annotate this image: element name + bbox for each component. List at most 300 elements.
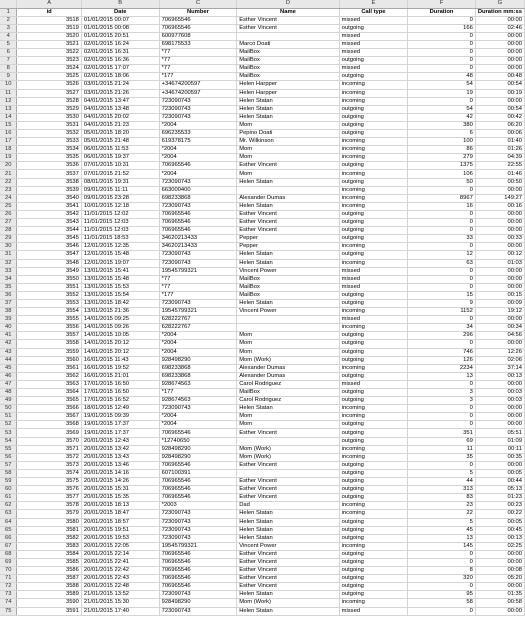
row-number[interactable]: 27 [0, 219, 17, 227]
cell-number[interactable]: 723090743 [159, 607, 237, 615]
cell-duration[interactable]: 313 [408, 486, 476, 494]
cell-name[interactable]: MailBox [237, 49, 339, 57]
row-number[interactable]: 66 [0, 534, 17, 542]
cell-call-type[interactable]: incoming [339, 502, 408, 510]
cell-name[interactable]: Alexander Dumas [237, 194, 339, 202]
cell-number[interactable]: 706965546 [159, 429, 237, 437]
cell-date[interactable]: 02/01/2015 17:07 [81, 65, 159, 73]
cell-call-type[interactable]: outgoing [339, 332, 408, 340]
cell-number[interactable]: 723090743 [159, 97, 237, 105]
cell-date[interactable]: 21/01/2015 17:40 [81, 607, 159, 615]
row-number[interactable]: 3 [0, 24, 17, 32]
row-number[interactable]: 47 [0, 380, 17, 388]
cell-id[interactable]: 3567 [17, 413, 82, 421]
cell-id[interactable]: 3528 [17, 97, 82, 105]
cell-date[interactable]: 13/01/2015 15:48 [81, 275, 159, 283]
cell-call-type[interactable]: missed [339, 40, 408, 48]
column-header-b[interactable]: B [81, 0, 159, 8]
row-number[interactable]: 50 [0, 405, 17, 413]
cell-duration[interactable]: 0 [408, 227, 476, 235]
cell-id[interactable]: 3554 [17, 308, 82, 316]
cell-duration[interactable]: 0 [408, 316, 476, 324]
cell-number[interactable]: 663000400 [159, 186, 237, 194]
select-all-corner[interactable] [0, 0, 17, 8]
cell-name[interactable]: MailBox [237, 65, 339, 73]
cell-duration-mmss[interactable]: 05:51 [475, 429, 524, 437]
cell-date[interactable]: 03/01/2015 21:26 [81, 89, 159, 97]
cell-name[interactable]: Esther Vincent [237, 558, 339, 566]
cell-number[interactable]: 723090743 [159, 518, 237, 526]
cell-id[interactable]: 3555 [17, 316, 82, 324]
cell-duration-mmss[interactable]: 00:58 [475, 599, 524, 607]
cell-duration-mmss[interactable]: 06:20 [475, 121, 524, 129]
cell-call-type[interactable]: outgoing [339, 178, 408, 186]
row-number[interactable]: 30 [0, 243, 17, 251]
cell-name[interactable]: Marco Doati [237, 40, 339, 48]
row-number[interactable]: 55 [0, 445, 17, 453]
row-number[interactable]: 42 [0, 340, 17, 348]
row-number[interactable]: 36 [0, 291, 17, 299]
cell-number[interactable]: 698175533 [159, 40, 237, 48]
cell-name[interactable]: Mom (Work) [237, 453, 339, 461]
cell-name[interactable]: MailBox [237, 389, 339, 397]
cell-name[interactable]: Helen Harpper [237, 89, 339, 97]
header-cell-number[interactable]: Number [159, 8, 237, 16]
cell-id[interactable]: 3581 [17, 526, 82, 534]
cell-number[interactable]: 723090743 [159, 178, 237, 186]
cell-id[interactable]: 3533 [17, 138, 82, 146]
cell-date[interactable]: 20/01/2015 18:57 [81, 518, 159, 526]
cell-duration-mmss[interactable]: 00:22 [475, 510, 524, 518]
row-number[interactable]: 54 [0, 437, 17, 445]
row-number[interactable]: 31 [0, 251, 17, 259]
cell-duration[interactable]: 19 [408, 89, 476, 97]
row-number[interactable]: 40 [0, 324, 17, 332]
cell-duration[interactable]: 86 [408, 146, 476, 154]
cell-number[interactable]: 928674563 [159, 397, 237, 405]
cell-duration-mmss[interactable]: 00:05 [475, 518, 524, 526]
cell-date[interactable]: 20/01/2015 22:42 [81, 567, 159, 575]
cell-duration-mmss[interactable]: 00:00 [475, 210, 524, 218]
cell-duration[interactable]: 44 [408, 478, 476, 486]
row-number[interactable]: 35 [0, 283, 17, 291]
cell-id[interactable]: 3518 [17, 16, 82, 24]
cell-duration-mmss[interactable]: 00:09 [475, 299, 524, 307]
row-number[interactable]: 14 [0, 113, 17, 121]
cell-call-type[interactable]: outgoing [339, 429, 408, 437]
cell-number[interactable]: *77 [159, 275, 237, 283]
cell-name[interactable]: Mom [237, 121, 339, 129]
cell-number[interactable]: *2004 [159, 421, 237, 429]
cell-name[interactable]: Vincent Power [237, 308, 339, 316]
cell-name[interactable]: Helen Statan [237, 113, 339, 121]
cell-duration-mmss[interactable]: 01:09 [475, 437, 524, 445]
cell-duration[interactable]: 166 [408, 24, 476, 32]
cell-duration[interactable]: 0 [408, 186, 476, 194]
cell-date[interactable]: 16/01/2015 11:43 [81, 356, 159, 364]
cell-duration-mmss[interactable]: 00:54 [475, 81, 524, 89]
cell-duration-mmss[interactable]: 00:00 [475, 97, 524, 105]
cell-call-type[interactable]: outgoing [339, 575, 408, 583]
cell-duration[interactable]: 0 [408, 49, 476, 57]
header-cell-name[interactable]: Name [237, 8, 339, 16]
cell-duration[interactable]: 279 [408, 154, 476, 162]
cell-call-type[interactable]: missed [339, 607, 408, 615]
cell-number[interactable]: *2004 [159, 413, 237, 421]
cell-date[interactable]: 20/01/2015 13:46 [81, 461, 159, 469]
cell-date[interactable]: 16/01/2015 21:01 [81, 372, 159, 380]
cell-duration[interactable]: 34 [408, 324, 476, 332]
cell-date[interactable]: 17/01/2015 16:50 [81, 389, 159, 397]
cell-name[interactable]: Esther Vincent [237, 550, 339, 558]
cell-date[interactable]: 21/01/2015 15:30 [81, 599, 159, 607]
cell-date[interactable]: 18/01/2015 12:49 [81, 405, 159, 413]
cell-duration-mmss[interactable]: 00:03 [475, 397, 524, 405]
row-number[interactable]: 74 [0, 599, 17, 607]
cell-date[interactable]: 17/01/2015 16:50 [81, 380, 159, 388]
cell-duration[interactable]: 3 [408, 389, 476, 397]
column-header-e[interactable]: E [339, 0, 408, 8]
row-number[interactable]: 32 [0, 259, 17, 267]
cell-duration-mmss[interactable]: 19:12 [475, 308, 524, 316]
cell-name[interactable] [237, 316, 339, 324]
cell-date[interactable]: 02/01/2015 16:31 [81, 49, 159, 57]
row-number[interactable]: 15 [0, 121, 17, 129]
row-number[interactable]: 72 [0, 583, 17, 591]
cell-duration[interactable]: 13 [408, 534, 476, 542]
cell-duration[interactable]: 50 [408, 178, 476, 186]
cell-name[interactable]: MailBox [237, 283, 339, 291]
row-number[interactable]: 46 [0, 372, 17, 380]
row-number[interactable]: 52 [0, 421, 17, 429]
cell-duration-mmss[interactable]: 00:00 [475, 49, 524, 57]
cell-call-type[interactable]: missed [339, 316, 408, 324]
cell-call-type[interactable]: incoming [339, 445, 408, 453]
cell-duration-mmss[interactable]: 00:33 [475, 235, 524, 243]
cell-date[interactable]: 12/01/2015 12:35 [81, 243, 159, 251]
cell-id[interactable]: 3578 [17, 502, 82, 510]
cell-number[interactable]: 607100391 [159, 469, 237, 477]
cell-name[interactable] [237, 437, 339, 445]
cell-number[interactable]: *77 [159, 49, 237, 57]
header-cell-call-type[interactable]: Call type [339, 8, 408, 16]
cell-call-type[interactable]: incoming [339, 81, 408, 89]
cell-call-type[interactable]: outgoing [339, 567, 408, 575]
cell-call-type[interactable]: outgoing [339, 121, 408, 129]
cell-duration-mmss[interactable]: 04:56 [475, 332, 524, 340]
cell-name[interactable]: Esther Vincent [237, 583, 339, 591]
cell-id[interactable]: 3570 [17, 437, 82, 445]
cell-duration[interactable]: 0 [408, 57, 476, 65]
cell-call-type[interactable]: outgoing [339, 461, 408, 469]
cell-duration[interactable]: 22 [408, 510, 476, 518]
cell-name[interactable]: Helen Statan [237, 607, 339, 615]
cell-number[interactable]: 706965546 [159, 550, 237, 558]
cell-call-type[interactable]: missed [339, 283, 408, 291]
cell-duration[interactable]: 11 [408, 445, 476, 453]
cell-duration[interactable]: 0 [408, 405, 476, 413]
cell-duration-mmss[interactable]: 37:14 [475, 364, 524, 372]
cell-duration-mmss[interactable]: 00:00 [475, 558, 524, 566]
cell-id[interactable]: 3523 [17, 57, 82, 65]
row-number[interactable]: 5 [0, 40, 17, 48]
cell-duration-mmss[interactable]: 02:46 [475, 24, 524, 32]
cell-duration-mmss[interactable]: 01:23 [475, 494, 524, 502]
cell-number[interactable]: *2004 [159, 340, 237, 348]
cell-call-type[interactable]: incoming [339, 97, 408, 105]
cell-number[interactable]: 600977608 [159, 32, 237, 40]
cell-name[interactable]: Esther Vincent [237, 494, 339, 502]
cell-number[interactable]: 34620213433 [159, 243, 237, 251]
cell-id[interactable]: 3586 [17, 567, 82, 575]
cell-duration-mmss[interactable]: 00:03 [475, 389, 524, 397]
cell-duration[interactable]: 33 [408, 235, 476, 243]
cell-id[interactable]: 3546 [17, 243, 82, 251]
cell-call-type[interactable]: outgoing [339, 478, 408, 486]
cell-call-type[interactable]: incoming [339, 510, 408, 518]
row-number[interactable]: 48 [0, 389, 17, 397]
cell-date[interactable]: 20/01/2015 13:42 [81, 445, 159, 453]
cell-date[interactable]: 11/01/2015 12:03 [81, 227, 159, 235]
cell-duration-mmss[interactable]: 12:26 [475, 348, 524, 356]
cell-id[interactable]: 3550 [17, 275, 82, 283]
cell-id[interactable]: 3589 [17, 591, 82, 599]
cell-date[interactable]: 06/01/2015 11:53 [81, 146, 159, 154]
cell-date[interactable]: 02/01/2015 16:24 [81, 40, 159, 48]
cell-id[interactable]: 3532 [17, 130, 82, 138]
cell-name[interactable]: Helen Statan [237, 97, 339, 105]
cell-duration-mmss[interactable]: 00:16 [475, 202, 524, 210]
cell-call-type[interactable]: incoming [339, 202, 408, 210]
cell-id[interactable]: 3548 [17, 259, 82, 267]
cell-call-type[interactable]: outgoing [339, 526, 408, 534]
cell-number[interactable]: 706965546 [159, 583, 237, 591]
cell-duration[interactable]: 296 [408, 332, 476, 340]
cell-duration[interactable]: 12 [408, 251, 476, 259]
cell-id[interactable]: 3549 [17, 267, 82, 275]
cell-number[interactable]: *177 [159, 73, 237, 81]
cell-call-type[interactable]: outgoing [339, 583, 408, 591]
cell-name[interactable]: Mom (Work) [237, 445, 339, 453]
cell-duration-mmss[interactable]: 00:00 [475, 461, 524, 469]
cell-name[interactable]: Alexander Dumas [237, 372, 339, 380]
cell-date[interactable]: 13/01/2015 21:36 [81, 308, 159, 316]
cell-name[interactable]: Mom [237, 421, 339, 429]
cell-name[interactable]: MailBox [237, 275, 339, 283]
cell-name[interactable]: Mom [237, 348, 339, 356]
cell-number[interactable]: 723090743 [159, 113, 237, 121]
cell-call-type[interactable]: outgoing [339, 397, 408, 405]
cell-name[interactable]: Mom (Work) [237, 599, 339, 607]
cell-duration[interactable]: 746 [408, 348, 476, 356]
cell-call-type[interactable]: outgoing [339, 219, 408, 227]
cell-date[interactable]: 11/01/2015 12:02 [81, 210, 159, 218]
cell-call-type[interactable]: outgoing [339, 73, 408, 81]
cell-name[interactable]: Helen Statan [237, 534, 339, 542]
cell-duration[interactable]: 0 [408, 275, 476, 283]
cell-call-type[interactable]: incoming [339, 453, 408, 461]
cell-duration-mmss[interactable]: 01:40 [475, 138, 524, 146]
cell-name[interactable]: Helen Statan [237, 591, 339, 599]
cell-name[interactable]: Helen Statan [237, 178, 339, 186]
cell-id[interactable]: 3534 [17, 146, 82, 154]
cell-duration-mmss[interactable]: 01:03 [475, 259, 524, 267]
cell-call-type[interactable]: incoming [339, 413, 408, 421]
row-number[interactable]: 45 [0, 364, 17, 372]
cell-duration[interactable]: 63 [408, 259, 476, 267]
cell-duration-mmss[interactable]: 00:00 [475, 186, 524, 194]
cell-date[interactable]: 04/01/2015 21:23 [81, 121, 159, 129]
cell-name[interactable]: Esther Vincent [237, 16, 339, 24]
cell-number[interactable]: 619378175 [159, 138, 237, 146]
cell-date[interactable]: 20/01/2015 12:43 [81, 437, 159, 445]
cell-duration[interactable]: 0 [408, 283, 476, 291]
cell-date[interactable]: 20/01/2015 14:16 [81, 469, 159, 477]
cell-date[interactable]: 08/01/2015 19:31 [81, 178, 159, 186]
row-number[interactable]: 9 [0, 73, 17, 81]
cell-number[interactable]: 706965546 [159, 461, 237, 469]
cell-date[interactable]: 01/01/2015 00:08 [81, 24, 159, 32]
cell-duration-mmss[interactable]: 00:08 [475, 567, 524, 575]
column-header-c[interactable]: C [159, 0, 237, 8]
column-header-d[interactable]: D [237, 0, 339, 8]
cell-date[interactable]: 04/01/2015 13:47 [81, 97, 159, 105]
row-number[interactable]: 29 [0, 235, 17, 243]
cell-date[interactable]: 20/01/2015 22:41 [81, 558, 159, 566]
cell-number[interactable]: *2004 [159, 348, 237, 356]
column-header-g[interactable]: G [475, 0, 524, 8]
cell-call-type[interactable]: incoming [339, 405, 408, 413]
row-number[interactable]: 70 [0, 567, 17, 575]
row-number[interactable]: 26 [0, 210, 17, 218]
cell-id[interactable]: 3588 [17, 583, 82, 591]
cell-call-type[interactable]: incoming [339, 308, 408, 316]
cell-duration-mmss[interactable]: 00:00 [475, 16, 524, 24]
column-header-a[interactable]: A [17, 0, 82, 8]
cell-duration-mmss[interactable]: 00:06 [475, 130, 524, 138]
cell-number[interactable]: 723090743 [159, 591, 237, 599]
cell-name[interactable]: Esther Vincent [237, 219, 339, 227]
cell-date[interactable]: 04/01/2015 13:48 [81, 105, 159, 113]
cell-id[interactable]: 3566 [17, 405, 82, 413]
cell-name[interactable]: Helen Statan [237, 510, 339, 518]
cell-name[interactable]: Pepper [237, 243, 339, 251]
row-number[interactable]: 39 [0, 316, 17, 324]
cell-date[interactable]: 05/01/2015 21:48 [81, 138, 159, 146]
cell-duration-mmss[interactable]: 02:06 [475, 356, 524, 364]
cell-date[interactable]: 20/01/2015 19:53 [81, 534, 159, 542]
cell-name[interactable]: Helen Statan [237, 405, 339, 413]
header-cell-date[interactable]: Date [81, 8, 159, 16]
cell-number[interactable]: *177 [159, 389, 237, 397]
cell-duration[interactable]: 23 [408, 502, 476, 510]
cell-call-type[interactable]: missed [339, 380, 408, 388]
cell-duration[interactable]: 106 [408, 170, 476, 178]
cell-number[interactable]: 696235533 [159, 130, 237, 138]
cell-number[interactable]: 706965546 [159, 16, 237, 24]
cell-call-type[interactable]: outgoing [339, 130, 408, 138]
cell-duration[interactable]: 0 [408, 461, 476, 469]
cell-name[interactable] [237, 186, 339, 194]
cell-name[interactable]: Esther Vincent [237, 478, 339, 486]
cell-name[interactable]: Mr. Wilkinson [237, 138, 339, 146]
cell-name[interactable]: Carol Rodriguez [237, 397, 339, 405]
cell-number[interactable]: 706965546 [159, 567, 237, 575]
cell-duration[interactable]: 1152 [408, 308, 476, 316]
cell-number[interactable]: 628222767 [159, 324, 237, 332]
cell-number[interactable]: +34674200597 [159, 81, 237, 89]
cell-call-type[interactable]: outgoing [339, 235, 408, 243]
cell-id[interactable]: 3587 [17, 575, 82, 583]
cell-duration[interactable]: 15 [408, 291, 476, 299]
cell-name[interactable]: Carol Rodriguez [237, 380, 339, 388]
cell-duration[interactable]: 0 [408, 583, 476, 591]
cell-date[interactable]: 20/01/2015 18:47 [81, 510, 159, 518]
row-number[interactable]: 10 [0, 81, 17, 89]
cell-date[interactable]: 20/01/2015 22:48 [81, 583, 159, 591]
cell-duration-mmss[interactable]: 00:50 [475, 178, 524, 186]
cell-id[interactable]: 3531 [17, 121, 82, 129]
cell-call-type[interactable]: outgoing [339, 550, 408, 558]
cell-number[interactable]: 706965546 [159, 210, 237, 218]
cell-id[interactable]: 3535 [17, 154, 82, 162]
cell-call-type[interactable]: outgoing [339, 299, 408, 307]
cell-date[interactable]: 10/01/2015 12:18 [81, 202, 159, 210]
row-number[interactable]: 69 [0, 558, 17, 566]
cell-name[interactable] [237, 324, 339, 332]
row-number[interactable]: 57 [0, 461, 17, 469]
cell-name[interactable]: Mom [237, 340, 339, 348]
cell-duration-mmss[interactable]: 00:12 [475, 251, 524, 259]
cell-duration-mmss[interactable]: 00:15 [475, 291, 524, 299]
cell-date[interactable]: 20/01/2015 22:43 [81, 575, 159, 583]
cell-name[interactable]: Helen Statan [237, 299, 339, 307]
cell-id[interactable]: 3529 [17, 105, 82, 113]
cell-duration[interactable]: 0 [408, 380, 476, 388]
cell-date[interactable]: 07/01/2015 21:52 [81, 170, 159, 178]
cell-duration-mmss[interactable]: 05:13 [475, 486, 524, 494]
cell-call-type[interactable]: outgoing [339, 469, 408, 477]
cell-number[interactable]: 19545799321 [159, 308, 237, 316]
cell-duration-mmss[interactable]: 00:00 [475, 267, 524, 275]
row-number[interactable]: 17 [0, 138, 17, 146]
cell-duration-mmss[interactable]: 00:00 [475, 421, 524, 429]
row-number[interactable]: 71 [0, 575, 17, 583]
cell-duration[interactable]: 8 [408, 567, 476, 575]
cell-date[interactable]: 01/01/2015 00:07 [81, 16, 159, 24]
cell-name[interactable]: Helen Statan [237, 526, 339, 534]
cell-duration[interactable]: 0 [408, 550, 476, 558]
cell-duration[interactable]: 0 [408, 97, 476, 105]
cell-number[interactable]: 928498290 [159, 356, 237, 364]
cell-duration-mmss[interactable]: 00:48 [475, 73, 524, 81]
cell-date[interactable]: 19/01/2015 17:37 [81, 421, 159, 429]
cell-date[interactable]: 11/01/2015 18:53 [81, 235, 159, 243]
cell-call-type[interactable]: incoming [339, 170, 408, 178]
cell-id[interactable]: 3564 [17, 389, 82, 397]
cell-duration-mmss[interactable]: 00:00 [475, 607, 524, 615]
cell-number[interactable]: 928498290 [159, 453, 237, 461]
cell-call-type[interactable]: outgoing [339, 105, 408, 113]
cell-number[interactable]: 706965546 [159, 494, 237, 502]
cell-id[interactable]: 3542 [17, 210, 82, 218]
cell-duration[interactable]: 320 [408, 575, 476, 583]
row-number[interactable]: 49 [0, 397, 17, 405]
cell-date[interactable]: 12/01/2015 15:48 [81, 251, 159, 259]
cell-number[interactable]: *77 [159, 65, 237, 73]
cell-name[interactable]: Mom [237, 146, 339, 154]
cell-number[interactable]: *2004 [159, 170, 237, 178]
